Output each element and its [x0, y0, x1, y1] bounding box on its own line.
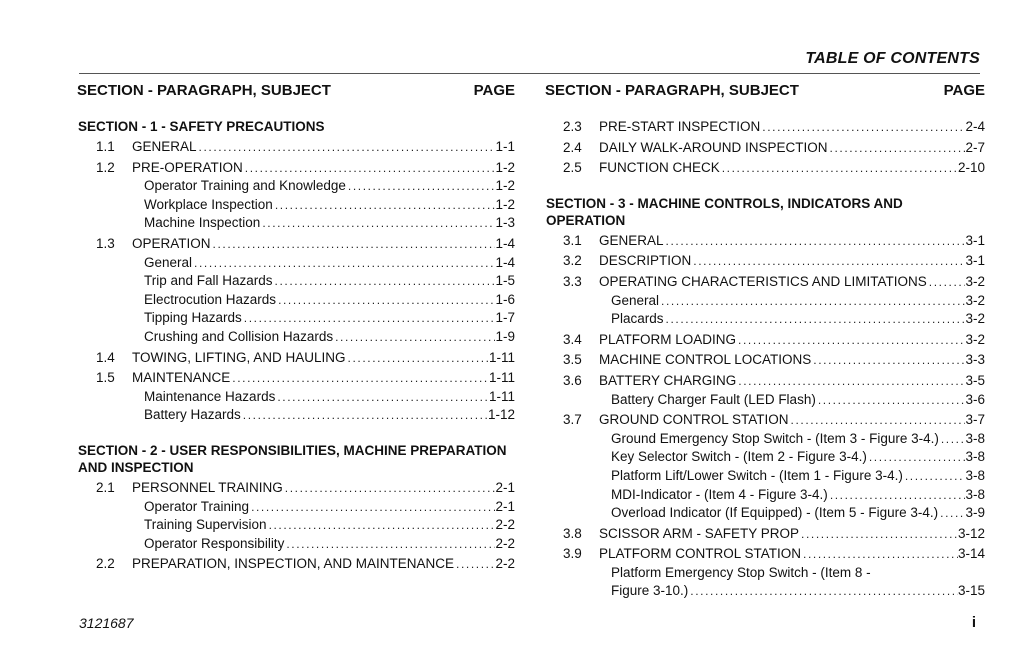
toc-entry[interactable]: 1.1 GENERAL ..... 1-1 — [77, 138, 515, 157]
document-number: 3121687 — [79, 615, 134, 631]
toc-subentry[interactable]: Battery Charger Fault (LED Flash) ..... 3-6 — [545, 391, 985, 410]
toc-subentry[interactable]: Overload Indicator (If Equipped) - (Item 5 - Figure 3-4.) ..... 3-9 — [545, 504, 985, 523]
toc-subentry[interactable]: Crushing and Collision Hazards ..... 1-9 — [77, 328, 515, 347]
toc-entry[interactable]: 2.4 DAILY WALK-AROUND INSPECTION ..... 2-7 — [545, 139, 985, 158]
header-rule — [79, 73, 980, 74]
section-title — [78, 442, 515, 476]
toc-column-left — [77, 82, 515, 574]
toc-subentry[interactable]: General ..... 3-2 — [545, 292, 985, 311]
toc-subentry[interactable]: Platform Lift/Lower Switch - (Item 1 - Figure 3-4.) ..... 3-8 — [545, 467, 985, 486]
heading-subject: SECTION - PARAGRAPH, SUBJECT — [545, 82, 799, 99]
toc-subentry[interactable]: Tipping Hazards ..... 1-7 — [77, 309, 515, 328]
heading-subject: SECTION - PARAGRAPH, SUBJECT — [77, 82, 331, 99]
toc-entry[interactable]: 2.1 PERSONNEL TRAINING ..... 2-1 — [77, 479, 515, 498]
toc-subentry[interactable]: Maintenance Hazards ..... 1-11 — [77, 388, 515, 407]
section-title: SECTION - 1 - SAFETY PRECAUTIONS — [78, 119, 325, 134]
toc-subentry[interactable]: Workplace Inspection ..... 1-2 — [77, 196, 515, 215]
toc-subentry[interactable]: Electrocution Hazards ..... 1-6 — [77, 291, 515, 310]
toc-entry[interactable]: 2.2 PREPARATION, INSPECTION, AND MAINTENANCE ..... 2-2 — [77, 555, 515, 574]
heading-page: PAGE — [943, 82, 985, 99]
toc-subentry[interactable]: Operator Training ..... 2-1 — [77, 498, 515, 517]
toc-entry[interactable]: 1.4 TOWING, LIFTING, AND HAULING ..... 1-11 — [77, 349, 515, 368]
page-header-title: TABLE OF CONTENTS — [805, 50, 980, 67]
toc-subentry[interactable]: Machine Inspection ..... 1-3 — [77, 214, 515, 233]
toc-entry[interactable]: 2.5 FUNCTION CHECK ..... 2-10 — [545, 159, 985, 178]
toc-entry[interactable]: 3.1 GENERAL ..... 3-1 — [545, 232, 985, 251]
toc-entry[interactable]: 3.6 BATTERY CHARGING ..... 3-5 — [545, 372, 985, 391]
toc-entry[interactable]: 2.3 PRE-START INSPECTION ..... 2-4 — [545, 118, 985, 137]
toc-subentry[interactable]: Key Selector Switch - (Item 2 - Figure 3-4.) ..... 3-8 — [545, 448, 985, 467]
toc-subentry[interactable]: General ..... 1-4 — [77, 254, 515, 273]
section-title-line: AND INSPECTION — [78, 459, 194, 475]
heading-page: PAGE — [473, 82, 515, 99]
toc-subentry[interactable]: Figure 3-10.) ..... 3-15 — [545, 582, 985, 601]
toc-entry[interactable]: 1.2 PRE-OPERATION ..... 1-2 — [77, 159, 515, 178]
toc-entry[interactable]: 3.3 OPERATING CHARACTERISTICS AND LIMITATIONS ..... 3-2 — [545, 273, 985, 292]
page-number: i — [971, 614, 976, 631]
toc-subentry[interactable]: Placards ..... 3-2 — [545, 310, 985, 329]
toc-subentry[interactable]: Operator Responsibility ..... 2-2 — [77, 535, 515, 554]
toc-subentry[interactable]: Ground Emergency Stop Switch - (Item 3 - Figure 3-4.) ..... 3-8 — [545, 430, 985, 449]
toc-entry[interactable]: 3.4 PLATFORM LOADING ..... 3-2 — [545, 331, 985, 350]
toc-entry[interactable]: 1.5 MAINTENANCE ..... 1-11 — [77, 369, 515, 388]
column-heading — [77, 82, 515, 102]
section-title-line: SECTION - 2 - USER RESPONSIBILITIES, MACHINE PREPARATION — [78, 442, 507, 458]
toc-subentry-line[interactable]: Platform Emergency Stop Switch - (Item 8 - — [611, 564, 871, 580]
toc-subentry[interactable]: Battery Hazards ..... 1-12 — [77, 406, 515, 425]
section-title: SECTION - 3 - MACHINE CONTROLS, INDICATORS AND OPERATION — [546, 195, 903, 228]
toc-entry[interactable]: 3.7 GROUND CONTROL STATION ..... 3-7 — [545, 411, 985, 430]
toc-entry[interactable]: 3.5 MACHINE CONTROL LOCATIONS ..... 3-3 — [545, 351, 985, 370]
toc-subentry[interactable]: Training Supervision ..... 2-2 — [77, 516, 515, 535]
toc-column-right — [545, 82, 985, 601]
toc-subentry[interactable]: Trip and Fall Hazards ..... 1-5 — [77, 272, 515, 291]
toc-entry[interactable]: 3.9 PLATFORM CONTROL STATION ..... 3-14 — [545, 545, 985, 564]
toc-entry[interactable]: 3.8 SCISSOR ARM - SAFETY PROP ..... 3-12 — [545, 525, 985, 544]
toc-entry[interactable]: 3.2 DESCRIPTION ..... 3-1 — [545, 252, 985, 271]
column-heading — [545, 82, 985, 102]
toc-subentry[interactable]: MDI-Indicator - (Item 4 - Figure 3-4.) ..... 3-8 — [545, 486, 985, 505]
toc-entry[interactable]: 1.3 OPERATION ..... 1-4 — [77, 235, 515, 254]
toc-subentry[interactable]: Operator Training and Knowledge ..... 1-2 — [77, 177, 515, 196]
